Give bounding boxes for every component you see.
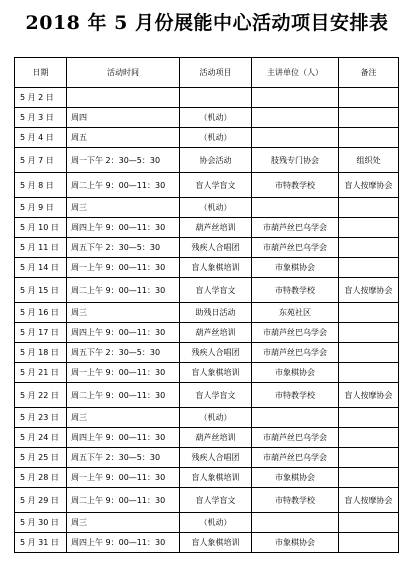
cell-organizer: 市葫芦丝巴乌学会: [252, 428, 339, 448]
cell-note: [339, 533, 399, 553]
table-row: [15, 128, 399, 148]
cell-note: [339, 258, 399, 278]
table-row: [15, 303, 399, 323]
cell-project: 残疾人合唱团: [180, 238, 252, 258]
cell-organizer: 市葫芦丝巴乌学会: [252, 323, 339, 343]
cell-date: 5 月 3 日: [15, 108, 67, 128]
cell-note: [339, 128, 399, 148]
header-project: 活动项目: [180, 58, 252, 88]
header-note: 备注: [339, 58, 399, 88]
cell-date: 5 月 7 日: [15, 148, 67, 173]
cell-project: 残疾人合唱团: [180, 448, 252, 468]
table-row: [15, 363, 399, 383]
cell-date: 5 月 21 日: [15, 363, 67, 383]
cell-project: 残疾人合唱团: [180, 343, 252, 363]
table-row: [15, 383, 399, 408]
table-row: [15, 428, 399, 448]
cell-time: 周四上午 9：00—11：30: [67, 428, 180, 448]
cell-date: 5 月 22 日: [15, 383, 67, 408]
cell-organizer: 市特教学校: [252, 278, 339, 303]
cell-organizer: [252, 108, 339, 128]
header-date: 日期: [15, 58, 67, 88]
table-row: [15, 513, 399, 533]
cell-time: 周二上午 9：00—11：30: [67, 488, 180, 513]
cell-date: 5 月 9 日: [15, 198, 67, 218]
cell-date: 5 月 16 日: [15, 303, 67, 323]
cell-date: 5 月 30 日: [15, 513, 67, 533]
cell-note: [339, 408, 399, 428]
cell-note: [339, 88, 399, 108]
cell-time: 周四: [67, 108, 180, 128]
cell-date: 5 月 24 日: [15, 428, 67, 448]
cell-note: 盲人按摩协会: [339, 488, 399, 513]
table-row: [15, 533, 399, 553]
cell-time: 周五下午 2：30—5：30: [67, 343, 180, 363]
cell-note: [339, 238, 399, 258]
cell-time: [67, 88, 180, 108]
cell-organizer: 市葫芦丝巴乌学会: [252, 218, 339, 238]
table-row: [15, 218, 399, 238]
table-row: [15, 343, 399, 363]
cell-note: [339, 198, 399, 218]
cell-organizer: 市特教学校: [252, 383, 339, 408]
cell-date: 5 月 28 日: [15, 468, 67, 488]
cell-project: 盲人象棋培训: [180, 363, 252, 383]
cell-time: 周四上午 9：00—11：30: [67, 323, 180, 343]
cell-date: 5 月 2 日: [15, 88, 67, 108]
cell-note: 盲人按摩协会: [339, 383, 399, 408]
cell-date: 5 月 23 日: [15, 408, 67, 428]
cell-note: [339, 448, 399, 468]
cell-organizer: [252, 198, 339, 218]
table-row: [15, 468, 399, 488]
table-row: [15, 448, 399, 468]
cell-time: 周三: [67, 408, 180, 428]
cell-organizer: 市葫芦丝巴乌学会: [252, 343, 339, 363]
cell-note: 组织处: [339, 148, 399, 173]
cell-date: 5 月 17 日: [15, 323, 67, 343]
cell-note: [339, 513, 399, 533]
cell-note: [339, 108, 399, 128]
cell-project: 协会活动: [180, 148, 252, 173]
cell-date: 5 月 8 日: [15, 173, 67, 198]
table-row: [15, 148, 399, 173]
cell-note: [339, 323, 399, 343]
schedule-table: [14, 57, 399, 553]
cell-organizer: [252, 513, 339, 533]
cell-date: 5 月 25 日: [15, 448, 67, 468]
cell-organizer: 肢残专门协会: [252, 148, 339, 173]
cell-organizer: [252, 88, 339, 108]
cell-date: 5 月 14 日: [15, 258, 67, 278]
table-row: [15, 323, 399, 343]
table-row: [15, 238, 399, 258]
cell-date: 5 月 10 日: [15, 218, 67, 238]
cell-date: 5 月 15 日: [15, 278, 67, 303]
cell-note: [339, 468, 399, 488]
cell-project: （机动）: [180, 128, 252, 148]
cell-time: 周二上午 9：00—11：30: [67, 278, 180, 303]
cell-date: 5 月 11 日: [15, 238, 67, 258]
header-time: 活动时间: [67, 58, 180, 88]
cell-time: 周五下午 2：30—5：30: [67, 448, 180, 468]
cell-time: 周五: [67, 128, 180, 148]
cell-organizer: 市葫芦丝巴乌学会: [252, 238, 339, 258]
cell-project: 盲人学盲文: [180, 488, 252, 513]
cell-organizer: 市特教学校: [252, 488, 339, 513]
cell-project: （机动）: [180, 513, 252, 533]
cell-time: 周一上午 9：00—11：30: [67, 468, 180, 488]
cell-date: 5 月 29 日: [15, 488, 67, 513]
cell-date: 5 月 31 日: [15, 533, 67, 553]
table-row: [15, 88, 399, 108]
cell-project: 盲人象棋培训: [180, 258, 252, 278]
cell-project: 葫芦丝培训: [180, 428, 252, 448]
cell-organizer: [252, 128, 339, 148]
cell-project: 盲人学盲文: [180, 173, 252, 198]
cell-time: 周三: [67, 303, 180, 323]
cell-time: 周三: [67, 198, 180, 218]
cell-project: 葫芦丝培训: [180, 218, 252, 238]
cell-organizer: 市葫芦丝巴乌学会: [252, 448, 339, 468]
cell-note: [339, 303, 399, 323]
header-organizer: 主讲单位（人）: [252, 58, 339, 88]
cell-note: [339, 343, 399, 363]
table-row: [15, 408, 399, 428]
cell-project: （机动）: [180, 408, 252, 428]
cell-time: 周二上午 9：00—11：30: [67, 383, 180, 408]
cell-organizer: 市特教学校: [252, 173, 339, 198]
cell-organizer: 市象棋协会: [252, 258, 339, 278]
cell-date: 5 月 18 日: [15, 343, 67, 363]
cell-project: 盲人学盲文: [180, 383, 252, 408]
cell-project: 盲人象棋培训: [180, 533, 252, 553]
cell-organizer: 市象棋协会: [252, 533, 339, 553]
cell-project: [180, 88, 252, 108]
cell-project: （机动）: [180, 198, 252, 218]
cell-time: 周四上午 9：00—11：30: [67, 218, 180, 238]
cell-note: [339, 218, 399, 238]
table-row: [15, 488, 399, 513]
cell-note: 盲人按摩协会: [339, 278, 399, 303]
cell-organizer: 市象棋协会: [252, 363, 339, 383]
cell-date: 5 月 4 日: [15, 128, 67, 148]
cell-organizer: 市象棋协会: [252, 468, 339, 488]
cell-organizer: 东苑社区: [252, 303, 339, 323]
schedule-body: [15, 88, 399, 553]
table-row: [15, 108, 399, 128]
cell-project: 盲人学盲文: [180, 278, 252, 303]
cell-time: 周二上午 9：00—11：30: [67, 173, 180, 198]
table-row: [15, 198, 399, 218]
table-row: [15, 278, 399, 303]
cell-project: 葫芦丝培训: [180, 323, 252, 343]
cell-organizer: [252, 408, 339, 428]
document-title: 2018 年 5 月份展能中心活动项目安排表: [25, 12, 389, 34]
cell-time: 周一上午 9：00—11：30: [67, 363, 180, 383]
cell-time: 周四上午 9：00—11：30: [67, 533, 180, 553]
cell-time: 周五下午 2：30—5：30: [67, 238, 180, 258]
cell-time: 周一上午 9：00—11：30: [67, 258, 180, 278]
cell-project: 助残日活动: [180, 303, 252, 323]
cell-time: 周一下午 2：30—5：30: [67, 148, 180, 173]
cell-note: 盲人按摩协会: [339, 173, 399, 198]
table-row: [15, 173, 399, 198]
header-row: [15, 58, 399, 88]
cell-time: 周三: [67, 513, 180, 533]
table-row: [15, 258, 399, 278]
cell-note: [339, 363, 399, 383]
cell-note: [339, 428, 399, 448]
cell-project: 盲人象棋培训: [180, 468, 252, 488]
cell-project: （机动）: [180, 108, 252, 128]
